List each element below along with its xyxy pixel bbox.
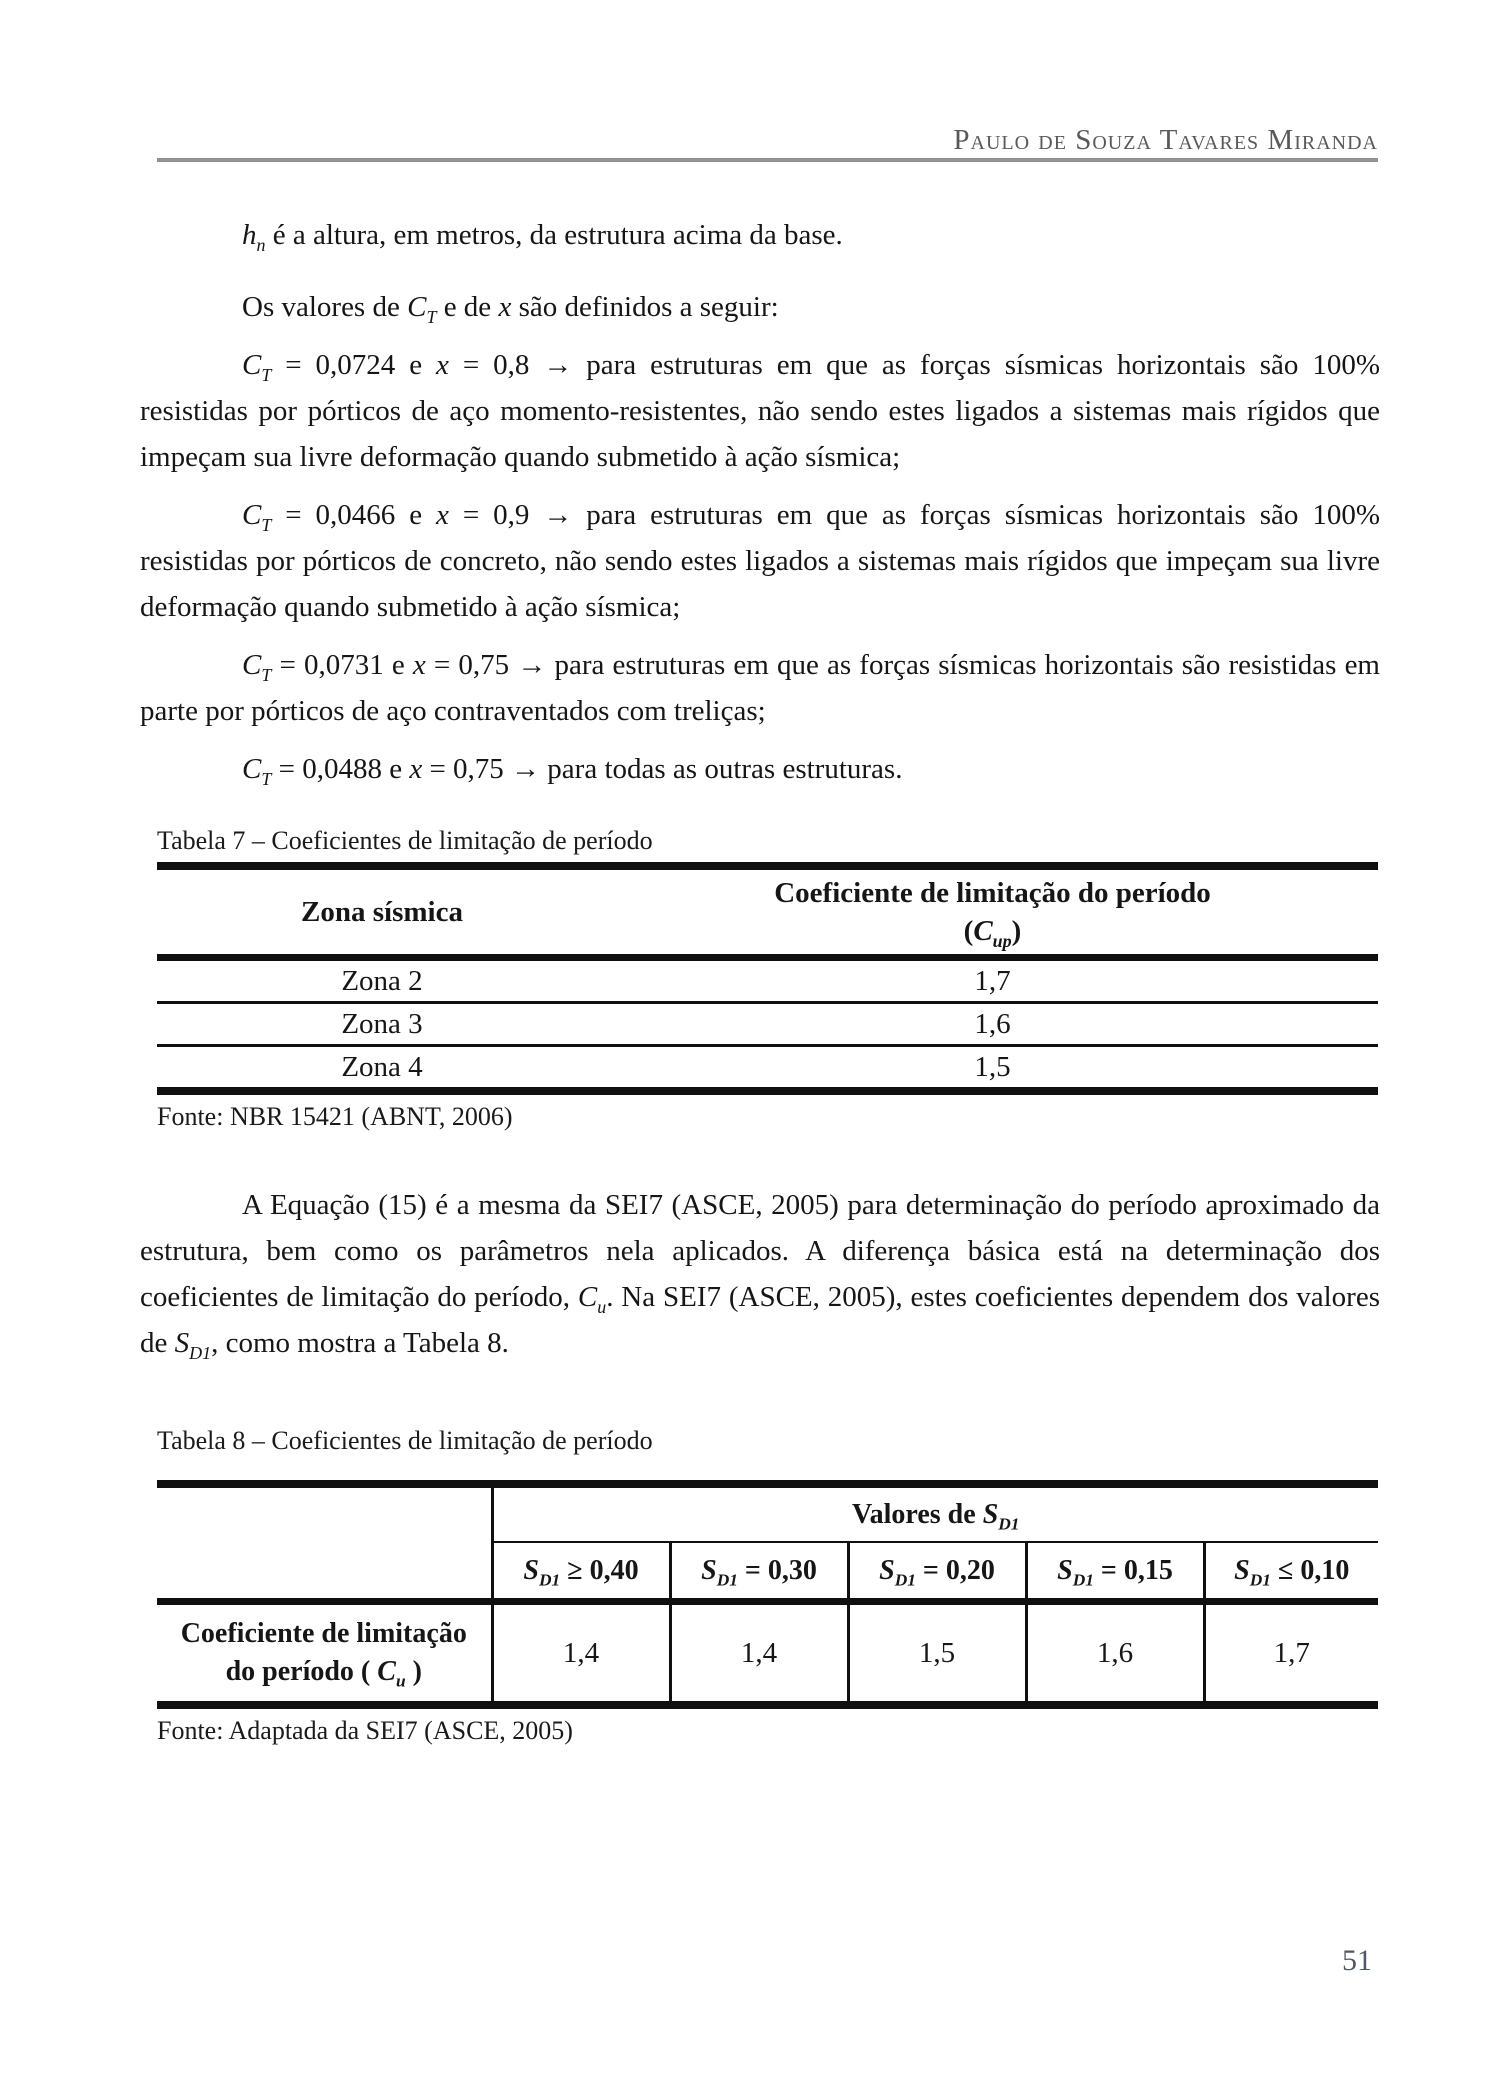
paragraph-ct-0731: $C_T = 0,0731$ e x = 0,75 → para estruturas em que as forças sísmicas horizontais são resistidas em parte por pórticos de aço contraventados com treliças; <box>140 649 1380 727</box>
table7-header-row <box>157 866 1378 958</box>
table7-header-coeficiente-line1: Coeficiente de limitação do período <box>774 877 1211 909</box>
table7-header-coeficiente <box>607 866 1378 958</box>
table8-caption: Tabela 8 – Coeficientes de limitação de período <box>157 1426 653 1455</box>
table8-corner-cell <box>157 1484 492 1602</box>
header-rule <box>157 158 1378 162</box>
page-header-author: Paulo de Souza Tavares Miranda <box>953 124 1378 156</box>
table8-value-cell: 1,7 <box>1204 1602 1378 1706</box>
paragraph-intro-ct-x: Os valores de $C_T$ e de x são definidos a seguir: <box>242 291 779 327</box>
table8-value-cell: 1,4 <box>670 1602 848 1706</box>
paragraph-ct-0466: $C_T = 0,0466$ e x = 0,9 → para estruturas em que as forças sísmicas horizontais são 100% resistidas por pórticos de concreto, não sendo estes ligados a sistemas mais rígidos que impeçam sua livre deformação quando submetido à ação sísmica; <box>140 499 1380 623</box>
table8-value-cell: 1,6 <box>1026 1602 1204 1706</box>
table7-cell-zone: Zona 2 <box>341 965 423 997</box>
paragraph-ct-0724: $C_T = 0,0724$ e x = 0,8 → para estruturas em que as forças sísmicas horizontais são 100% resistidas por pórticos de aço momento-resistentes, não sendo estes ligados a sistemas mais rígidos que impeçam sua livre deformação quando submetido à ação sísmica; <box>140 349 1380 473</box>
paragraph-hn-definition: $h_n$ é a altura, em metros, da estrutura acima da base. <box>242 219 843 255</box>
paragraph-equacao-15: A Equação (15) é a mesma da SEI7 (ASCE, 2005) para determinação do período aproximado da estrutura, bem como os parâmetros nela aplicados. A diferença básica está na determinação dos coeficientes de limitação do período, $C_u$. Na SEI7 (ASCE, 2005), estes coeficientes dependem dos valores de $S_{D1}$, como mostra a Tabela 8. <box>140 1189 1380 1363</box>
page-number: 51 <box>1342 1944 1372 1977</box>
table8-header-sd1-eq-015: $S_{D1} = 0,15$ <box>1026 1542 1204 1602</box>
table7-cell-zone: Zona 4 <box>341 1051 423 1083</box>
table7-header-coeficiente-line2: $(C_{up})$ <box>963 915 1022 951</box>
table7-row-zona2 <box>157 958 1378 1003</box>
table8-group-header: Valores de $S_{D1}$ <box>492 1484 1378 1542</box>
table7-cell-coef: 1,5 <box>974 1051 1011 1083</box>
table8-group-header-row <box>157 1484 1378 1542</box>
paragraph-equacao-block <box>140 1182 1380 1366</box>
table8-header-sd1-le-010: $S_{D1} \le 0,10$ <box>1204 1542 1378 1602</box>
table8-source: Fonte: Adaptada da SEI7 (ASCE, 2005) <box>157 1716 573 1745</box>
table8-data-row <box>157 1602 1378 1706</box>
table7-row-zona4 <box>157 1046 1378 1092</box>
table7-caption: Tabela 7 – Coeficientes de limitação de período <box>157 826 653 855</box>
table7-cell-coef: 1,6 <box>974 1008 1011 1040</box>
table8-header-sd1-eq-020: $S_{D1} = 0,20$ <box>848 1542 1026 1602</box>
table7-block <box>157 824 1378 1133</box>
table8-block <box>157 1424 1378 1747</box>
table8 <box>157 1480 1378 1709</box>
table7-header-zona-sismica: Zona sísmica <box>301 895 463 928</box>
table7-row-zona3 <box>157 1003 1378 1046</box>
table7-cell-coef: 1,7 <box>974 965 1011 997</box>
table7-cell-zone: Zona 3 <box>341 1008 423 1040</box>
table8-header-sd1-eq-030: $S_{D1} = 0,30$ <box>670 1542 848 1602</box>
table8-header-sd1-ge-040: $S_{D1} \ge 0,40$ <box>492 1542 670 1602</box>
table8-row-label-cu: Coeficiente de limitação do período ( $C_u$ ) <box>157 1602 492 1706</box>
paragraph-ct-0488: $C_T = 0,0488$ e x = 0,75 → para todas as outras estruturas. <box>242 753 903 789</box>
table8-value-cell: 1,5 <box>848 1602 1026 1706</box>
table7 <box>157 862 1378 1095</box>
body-text-block <box>140 212 1380 792</box>
table7-source: Fonte: NBR 15421 (ABNT, 2006) <box>157 1102 513 1131</box>
table8-value-cell: 1,4 <box>562 1636 600 1669</box>
